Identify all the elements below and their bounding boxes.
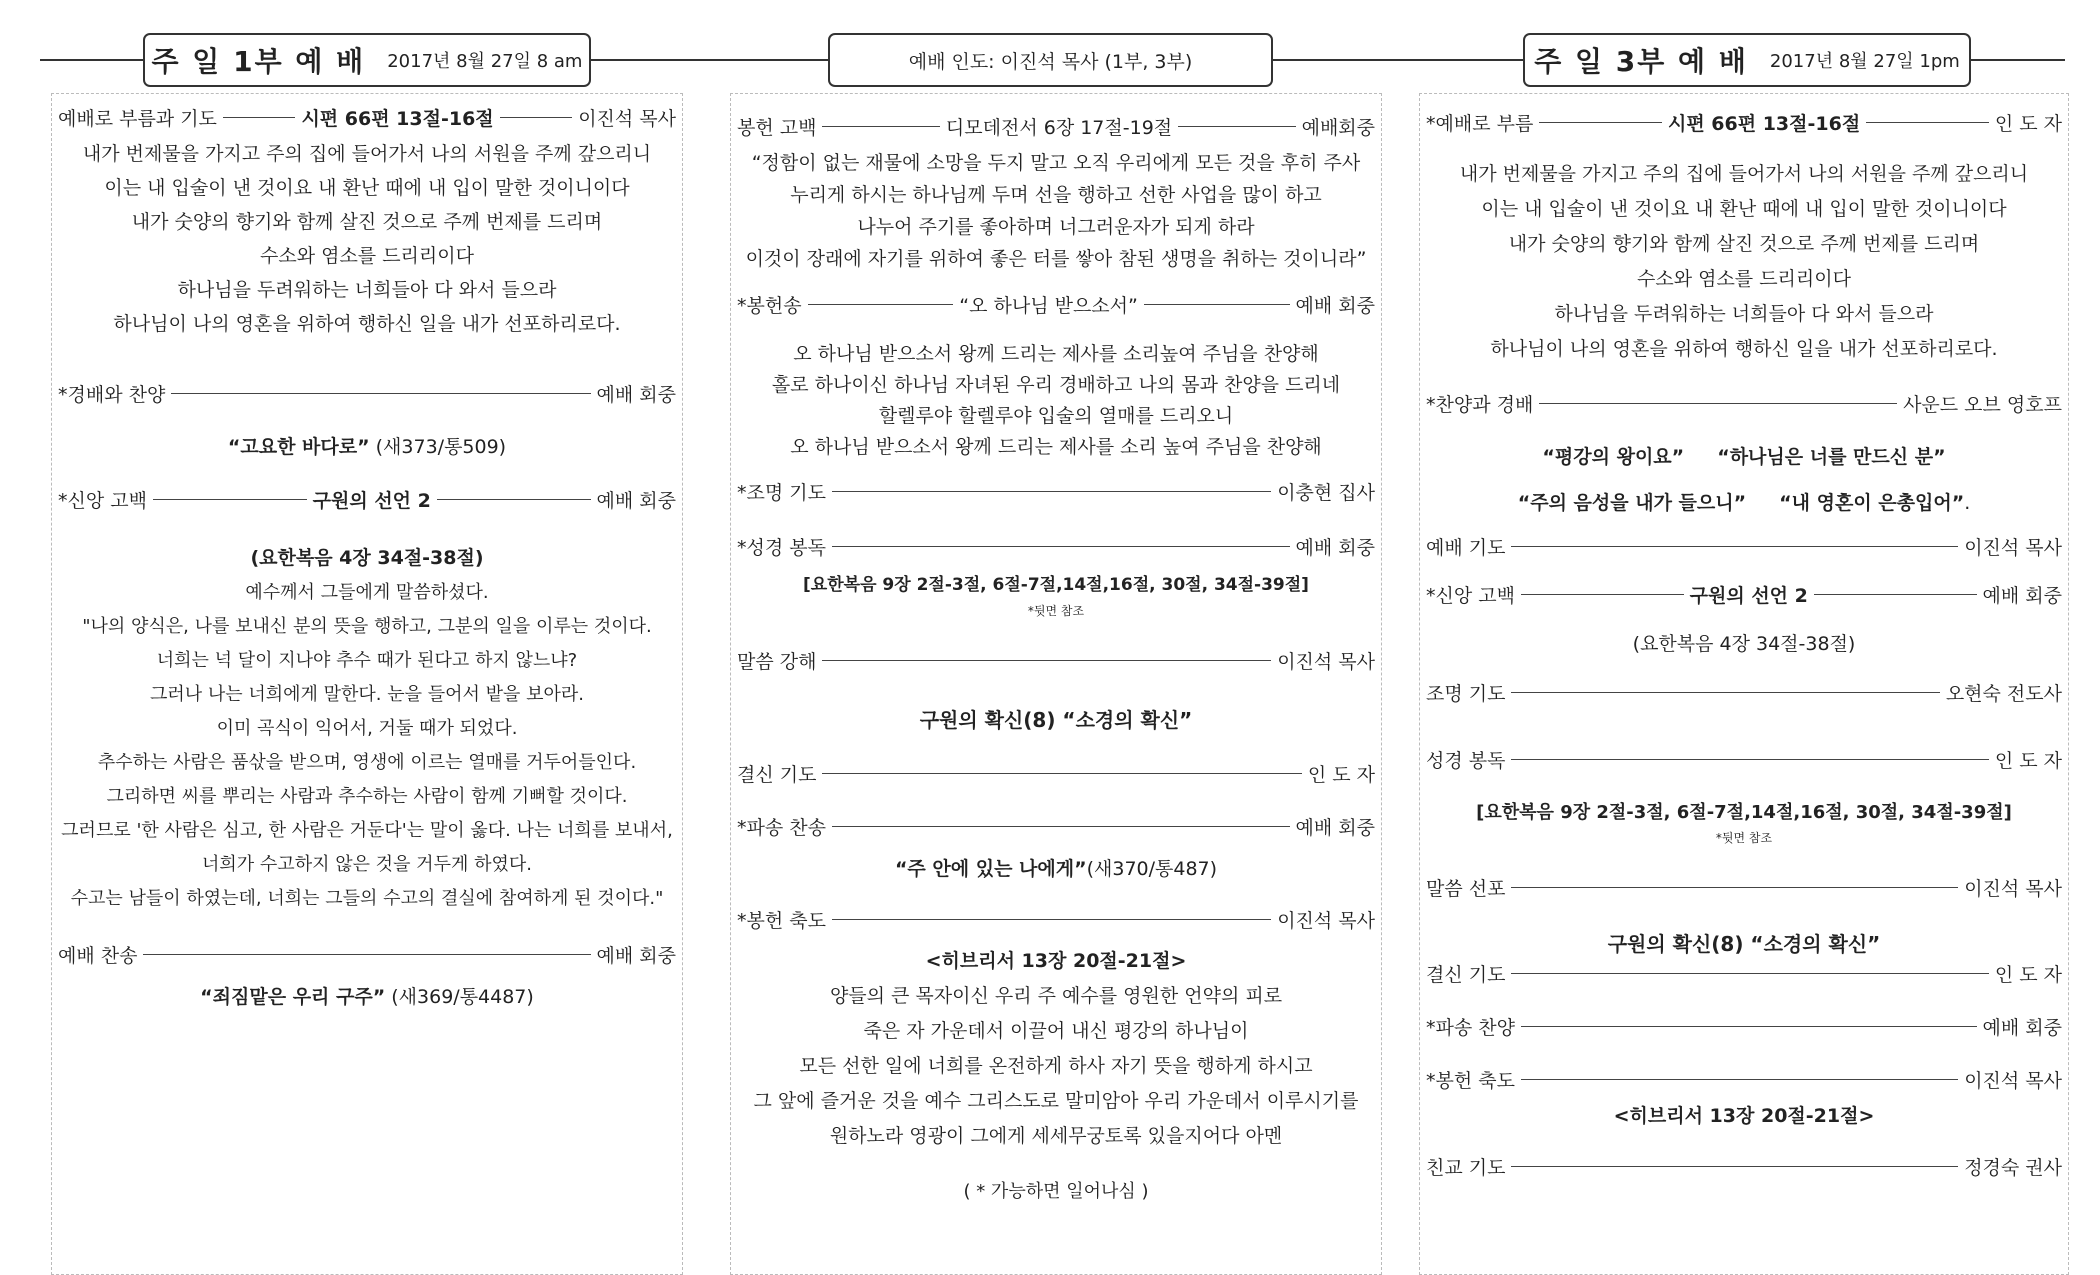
leader-line (1866, 122, 1989, 123)
scripture-line: 이것이 장래에 자기를 위하여 좋은 터를 쌓아 참된 생명을 취하는 것이니라” (745, 248, 1367, 270)
illumination-prayer-row (737, 478, 1375, 504)
item-leader: 이진석 목사 (1964, 1069, 2062, 1092)
item-label: *봉헌 축도 (1426, 1069, 1515, 1092)
offering-row (737, 113, 1375, 139)
item-label: *성경 봉독 (737, 536, 826, 559)
item-leader: 오현숙 전도사 (1945, 682, 2062, 705)
leader-line (1511, 1166, 1958, 1167)
scripture-line: 내가 숫양의 향기와 함께 살진 것으로 주께 번제를 드리며 (131, 211, 603, 233)
lyric-line: 할렐루야 할렐루야 입술의 열매를 드리오니 (878, 405, 1234, 427)
benediction-reference: <히브리서 13장 20절-21절> (925, 950, 1187, 972)
leader-line (1539, 403, 1897, 404)
reading-reference: [요한복음 9장 2절-3절, 6절-7절,14절,16절, 30절, 34절-39절] (1476, 802, 2012, 823)
scripture-line: 이미 곡식이 익어서, 거둘 때가 되었다. (216, 718, 518, 739)
item-label: *찬양과 경배 (1426, 393, 1534, 416)
creed-row (1426, 581, 2062, 607)
scripture-line: 누리게 하시는 하나님께 두며 선을 행하고 선한 사업을 많이 하고 (790, 184, 1322, 206)
leader-line (143, 954, 590, 955)
scripture-line: 수소와 염소를 드리리이다 (260, 245, 474, 267)
illumination-prayer-row (1426, 679, 2062, 705)
item-label: *파송 찬양 (1426, 1016, 1515, 1039)
praise-songs: “평강의 왕이요” “하나님은 너를 만드신 분” (1542, 446, 1946, 468)
praise-song: “고요한 바다로” (새373/통509) (227, 436, 507, 458)
leader-line (832, 826, 1290, 827)
item-label: 말씀 선포 (1426, 877, 1506, 900)
leader-line (1521, 594, 1684, 595)
header-rule-left (40, 59, 145, 61)
scripture-line: 내가 번제물을 가지고 주의 집에 들어가서 나의 서원을 주께 갚으리니 (1459, 163, 2029, 185)
leader-line (1144, 304, 1290, 305)
scripture-line: 수고는 남들이 하였는데, 너희는 그들의 수고의 결실에 참여하게 된 것이다." (70, 888, 664, 909)
item-label: *파송 찬송 (737, 816, 826, 839)
header-rule-center-right (1267, 59, 1525, 61)
lyric-line: 홀로 하나이신 하나님 자녀된 우리 경배하고 나의 몸과 찬양을 드리네 (771, 374, 1341, 396)
worship-leader-text: 예배 인도: 이진석 목사 (1부, 3부) (908, 50, 1193, 73)
item-leader: 인 도 자 (1307, 763, 1375, 786)
scripture-line: 너희는 넉 달이 지나야 추수 때가 된다고 하지 않느냐? (156, 650, 578, 671)
call-to-worship-row (58, 104, 676, 130)
scripture-line: 나누어 주기를 좋아하며 너그러운자가 되게 하라 (857, 216, 1255, 238)
item-label: 결신 기도 (737, 763, 817, 786)
scripture-reading-row (1426, 746, 2062, 772)
item-label: 예배 찬송 (58, 944, 138, 967)
item-label: 예배 기도 (1426, 536, 1506, 559)
offertory-row (737, 291, 1375, 317)
leader-line (223, 117, 296, 118)
sermon-row (1426, 874, 2062, 900)
leader-line (1521, 1026, 1977, 1027)
scripture-line: 예수께서 그들에게 말씀하셨다. (245, 582, 489, 603)
scripture-line: 그리하면 씨를 뿌리는 사람과 추수하는 사람이 함께 기뻐할 것이다. (106, 786, 628, 807)
scripture-line: 하나님이 나의 영혼을 위하여 행하신 일을 내가 선포하리로다. (1490, 338, 1998, 360)
item-leader: 이진석 목사 (1277, 650, 1375, 673)
item-leader: 사운드 오브 영호프 (1903, 393, 2062, 416)
scripture-line: 원하노라 영광이 그에게 세세무궁토록 있을지어다 아멘 (829, 1125, 1283, 1147)
item-title: 디모데전서 6장 17절-19절 (945, 116, 1173, 139)
column-first-service (51, 93, 683, 1275)
item-title: 시편 66편 13절-16절 (301, 107, 494, 130)
leader-line (1178, 126, 1295, 127)
scripture-line: 하나님이 나의 영혼을 위하여 행하신 일을 내가 선포하리로다. (113, 313, 621, 335)
reading-note: *뒷면 참조 (1715, 831, 1773, 845)
benediction-row (1426, 1066, 2062, 1092)
item-label: 조명 기도 (1426, 682, 1506, 705)
leader-line (437, 499, 591, 500)
leader-line (500, 117, 573, 118)
leader-line (1814, 594, 1977, 595)
decision-prayer-row (1426, 960, 2062, 986)
item-leader: 예배 회중 (1295, 536, 1375, 559)
header-first-service (143, 33, 591, 87)
leader-line (808, 304, 954, 305)
praise-row (1426, 390, 2062, 416)
item-label: 성경 봉독 (1426, 749, 1506, 772)
worship-prayer-row (1426, 533, 2062, 559)
scripture-line: 하나님을 두려워하는 너희들아 다 와서 들으라 (1554, 303, 1934, 325)
item-label: 결신 기도 (1426, 963, 1506, 986)
scripture-line: 내가 숫양의 향기와 함께 살진 것으로 주께 번제를 드리며 (1508, 233, 1980, 255)
hymn-row (58, 941, 676, 967)
header-rule-right (1967, 59, 2065, 61)
sermon-title: 구원의 확신(8) “소경의 확신” (1607, 932, 1881, 956)
item-title: 구원의 선언 2 (1689, 584, 1808, 607)
column-third-service (1419, 93, 2069, 1275)
item-label: 친교 기도 (1426, 1156, 1506, 1179)
item-leader: 예배 회중 (1295, 816, 1375, 839)
item-leader: 인 도 자 (1994, 749, 2062, 772)
leader-line (832, 919, 1271, 920)
scripture-line: 하나님을 두려워하는 너희들아 다 와서 들으라 (177, 279, 557, 301)
item-leader: 이진석 목사 (1277, 909, 1375, 932)
lyric-line: 오 하나님 받으소서 왕께 드리는 제사를 소리높여 주님을 찬양해 (793, 343, 1319, 365)
leader-line (1539, 122, 1662, 123)
item-label: *신앙 고백 (1426, 584, 1515, 607)
item-leader: 예배 회중 (1982, 1016, 2062, 1039)
praise-songs: “주의 음성을 내가 들으니” “내 영혼이 은총입어”. (1517, 492, 1971, 514)
column-order-middle (730, 93, 1382, 1275)
scripture-line: “정함이 없는 재물에 소망을 두지 말고 오직 우리에게 모든 것을 후히 주사 (751, 152, 1361, 174)
third-service-date: 2017년 8월 27일 1pm (1769, 51, 1960, 72)
creed-reference: (요한복음 4장 34절-38절) (250, 547, 484, 569)
item-leader: 이진석 목사 (1964, 877, 2062, 900)
scripture-line: 수소와 염소를 드리리이다 (1637, 268, 1851, 290)
scripture-line: 내가 번제물을 가지고 주의 집에 들어가서 나의 서원을 주께 갚으리니 (82, 143, 652, 165)
item-label: *조명 기도 (737, 481, 826, 504)
footnote: ( * 가능하면 일어나심 ) (963, 1181, 1149, 1202)
item-title: 구원의 선언 2 (312, 489, 431, 512)
item-label: *경배와 찬양 (58, 383, 166, 406)
creed-row (58, 486, 676, 512)
item-leader: 예배 회중 (1982, 584, 2063, 607)
item-leader: 인 도 자 (1994, 963, 2062, 986)
leader-line (822, 773, 1301, 774)
item-leader: 예배회중 (1301, 116, 1376, 139)
scripture-line: 죽은 자 가운데서 이끌어 내신 평강의 하나님이 (863, 1020, 1249, 1042)
scripture-line: 이는 내 입술이 낸 것이요 내 환난 때에 내 입이 말한 것이니이다 (1481, 198, 2007, 220)
creed-reference: (요한복음 4장 34절-38절) (1632, 633, 1856, 655)
scripture-line: "나의 양식은, 나를 보내신 분의 뜻을 행하고, 그분의 일을 이루는 것이다. (82, 616, 652, 637)
leader-line (153, 499, 307, 500)
reading-reference: [요한복음 9장 2절-3절, 6절-7절,14절,16절, 30절, 34절-39절] (803, 575, 1309, 595)
item-leader: 예배 회중 (596, 944, 676, 967)
item-leader: 이진석 목사 (578, 107, 677, 130)
hymn-song: “죄짐맡은 우리 구주” (새369/통4487) (200, 986, 534, 1008)
item-leader: 예배 회중 (596, 489, 677, 512)
item-title: 시편 66편 13절-16절 (1667, 112, 1861, 135)
item-label: *신앙 고백 (58, 489, 147, 512)
sermon-title: 구원의 확신(8) “소경의 확신” (919, 708, 1193, 732)
item-label: *봉헌 축도 (737, 909, 826, 932)
first-service-title: 주 일 1부 예 배 (151, 45, 366, 78)
sending-song: “주 안에 있는 나에게”(새370/통487) (894, 858, 1218, 880)
leader-line (822, 126, 939, 127)
decision-prayer-row (737, 760, 1375, 786)
scripture-line: 그 앞에 즐거운 것을 예수 그리스도로 말미암아 우리 가운데서 이루시기를 (753, 1090, 1359, 1112)
scripture-line: 이는 내 입술이 낸 것이요 내 환난 때에 내 입이 말한 것이니이다 (104, 177, 630, 199)
item-leader: 이충현 집사 (1277, 481, 1375, 504)
header-third-service (1523, 33, 1971, 87)
leader-line (171, 393, 590, 394)
item-label: *예배로 부름 (1426, 112, 1534, 135)
benediction-row (737, 906, 1375, 932)
scripture-line: 그러므로 '한 사람은 심고, 한 사람은 거둔다'는 말이 옳다. 나는 너희를 보내서, (61, 820, 673, 841)
first-service-date: 2017년 8월 27일 8 am (387, 51, 583, 72)
item-title: “오 하나님 받으소서” (959, 294, 1138, 317)
item-leader: 인 도 자 (1994, 112, 2062, 135)
item-leader: 예배 회중 (1295, 294, 1376, 317)
item-label: 예배로 부름과 기도 (58, 107, 217, 130)
item-leader: 예배 회중 (596, 383, 676, 406)
scripture-line: 그러나 나는 너희에게 말한다. 눈을 들어서 밭을 보아라. (149, 684, 585, 705)
scripture-line: 추수하는 사람은 품삯을 받으며, 영생에 이르는 열매를 거두어들인다. (97, 752, 637, 773)
lyric-line: 오 하나님 받으소서 왕께 드리는 제사를 소리 높여 주님을 찬양해 (790, 436, 1322, 458)
leader-line (832, 491, 1271, 492)
leader-line (1521, 1079, 1958, 1080)
item-leader: 정경숙 권사 (1964, 1156, 2062, 1179)
praise-row (58, 380, 676, 406)
item-label: *봉헌송 (737, 294, 802, 317)
item-label: 말씀 강해 (737, 650, 817, 673)
sending-hymn-row (737, 813, 1375, 839)
item-label: 봉헌 고백 (737, 116, 817, 139)
scripture-line: 양들의 큰 목자이신 우리 주 예수를 영원한 언약의 피로 (829, 985, 1283, 1007)
scripture-line: 너희가 수고하지 않은 것을 거두게 하였다. (202, 854, 532, 875)
leader-line (822, 660, 1271, 661)
benediction-reference: <히브리서 13장 20절-21절> (1613, 1105, 1875, 1127)
leader-line (832, 546, 1290, 547)
scripture-line: 모든 선한 일에 너희를 온전하게 하사 자기 뜻을 행하게 하시고 (799, 1055, 1313, 1077)
leader-line (1511, 973, 1988, 974)
leader-line (1511, 887, 1958, 888)
leader-line (1511, 546, 1958, 547)
header-rule-center-left (587, 59, 830, 61)
sermon-row (737, 647, 1375, 673)
sending-hymn-row (1426, 1013, 2062, 1039)
leader-line (1511, 692, 1939, 693)
leader-line (1511, 759, 1988, 760)
fellowship-prayer-row (1426, 1153, 2062, 1179)
reading-note: *뒷면 참조 (1027, 604, 1085, 618)
call-to-worship-row (1426, 109, 2062, 135)
item-leader: 이진석 목사 (1964, 536, 2062, 559)
third-service-title: 주 일 3부 예 배 (1534, 45, 1748, 78)
scripture-reading-row (737, 533, 1375, 559)
header-leader (828, 33, 1273, 87)
